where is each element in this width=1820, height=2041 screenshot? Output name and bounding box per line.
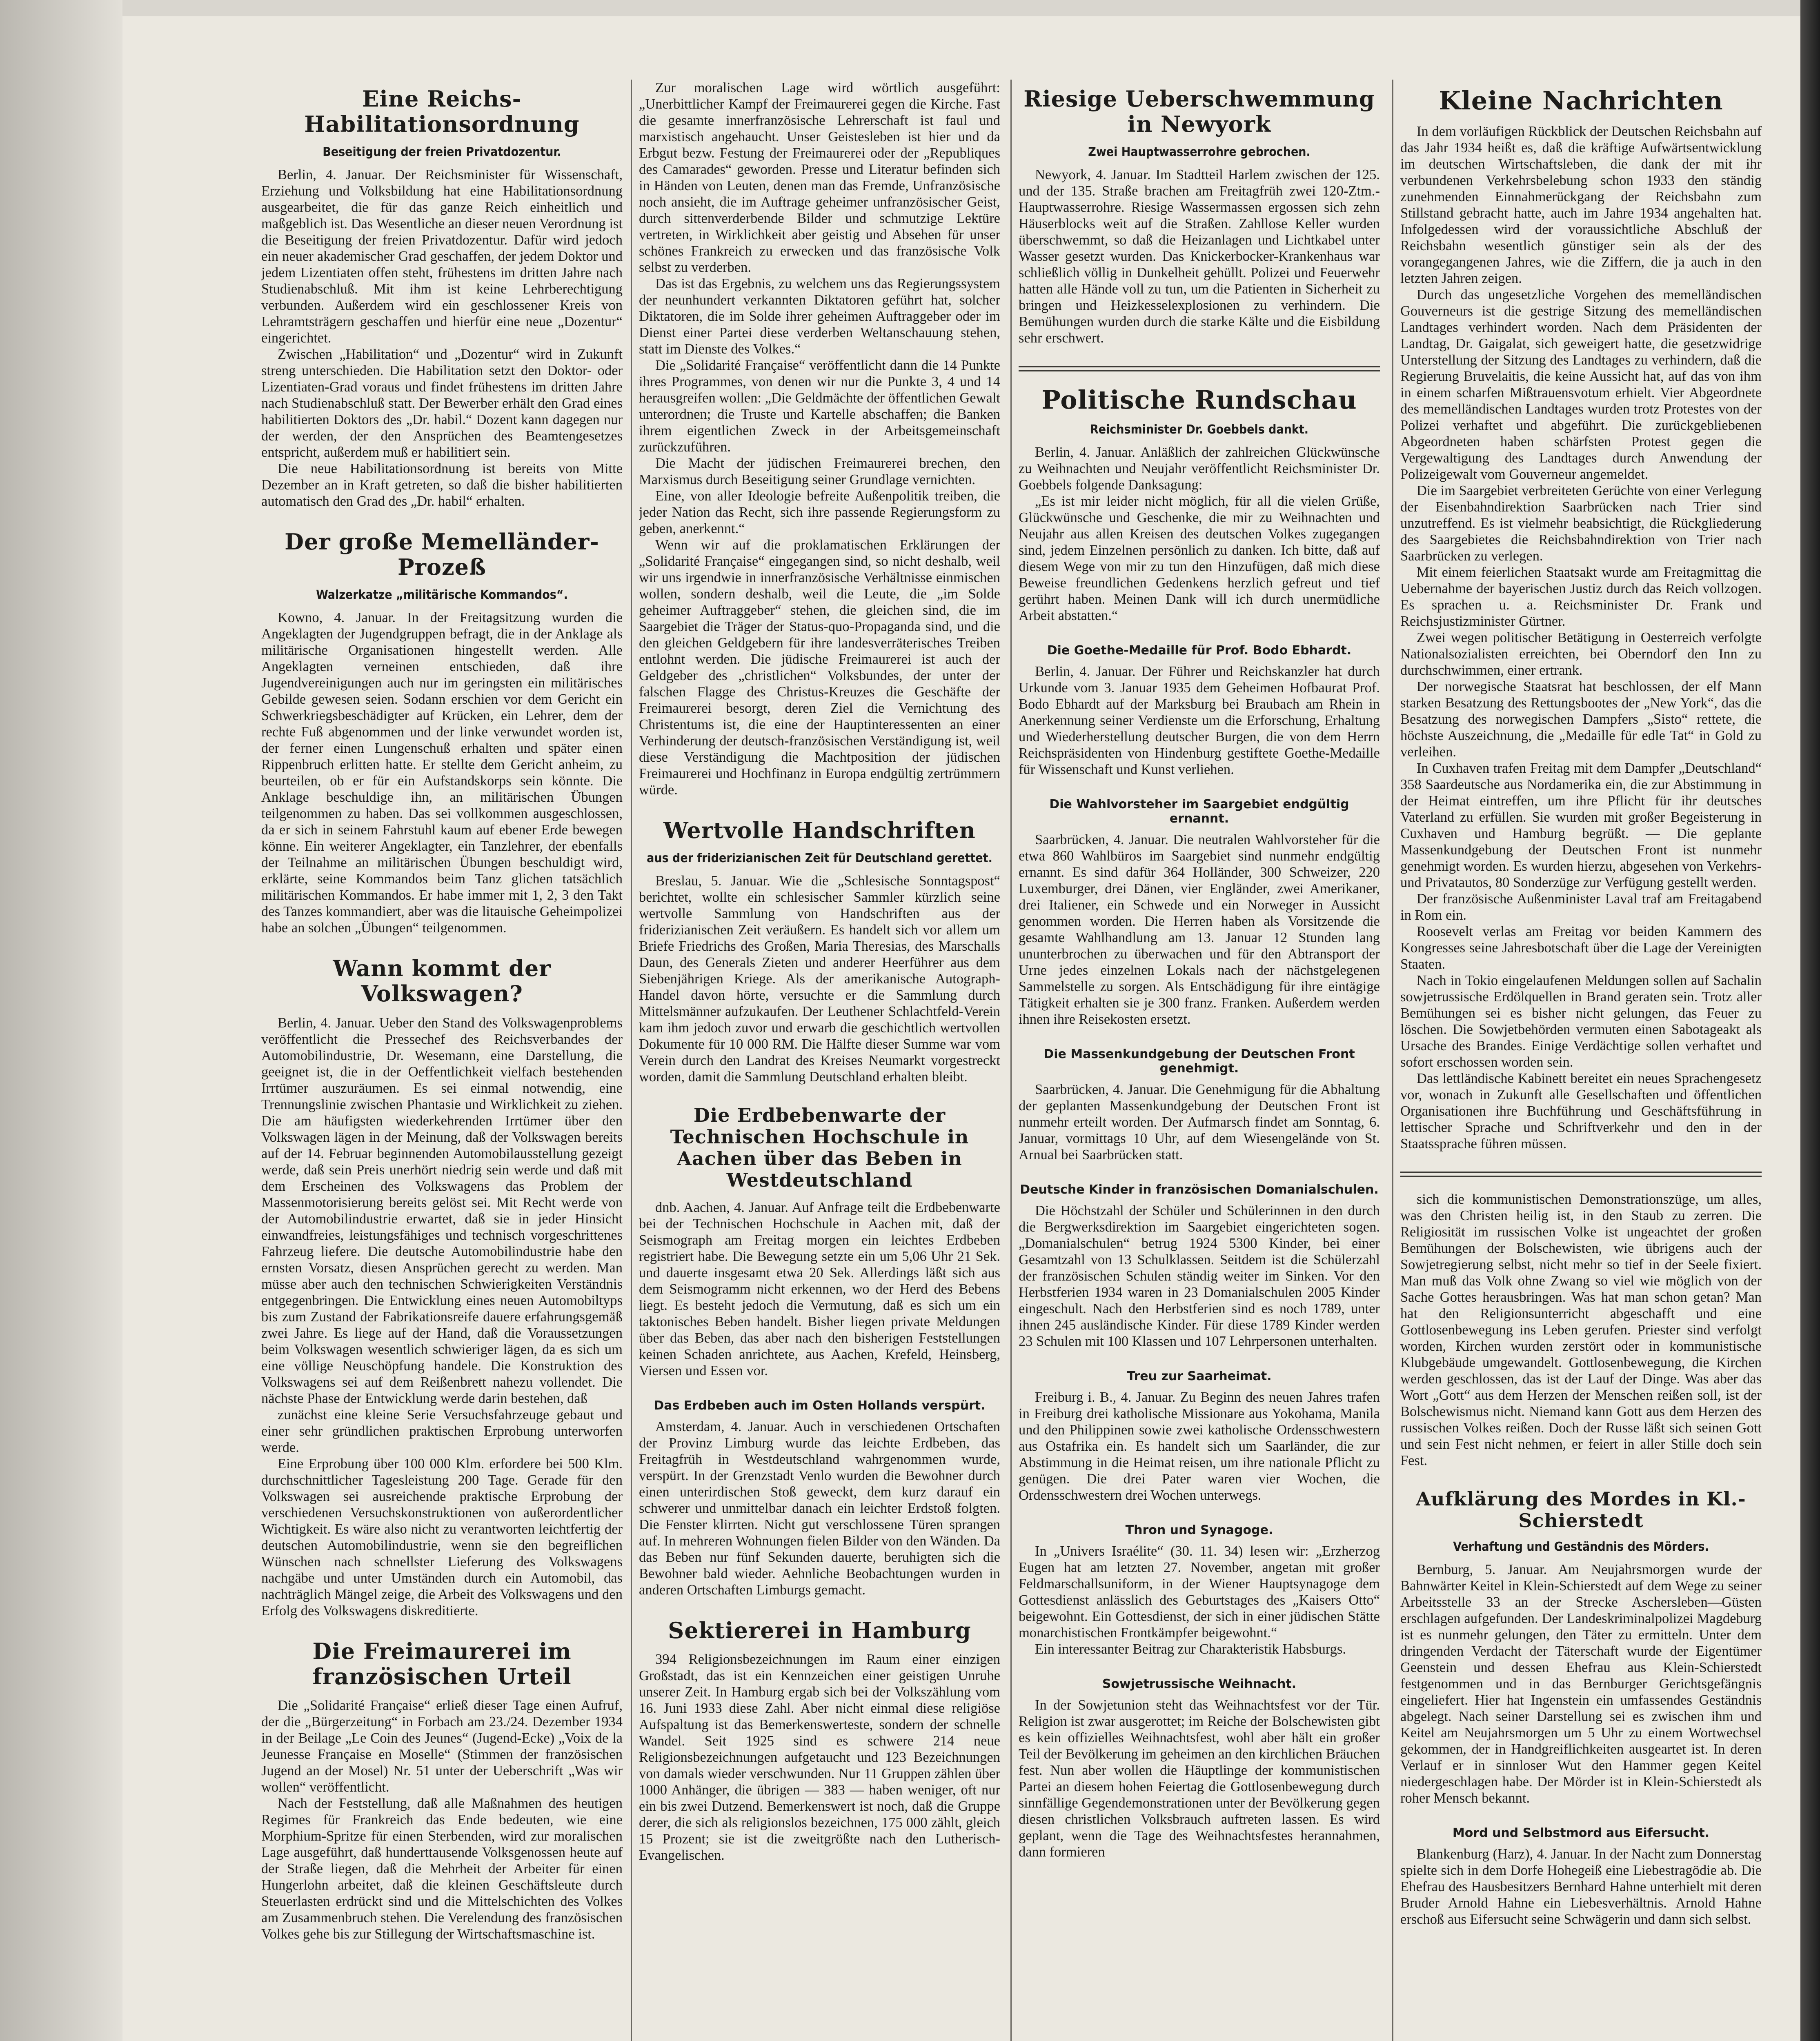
newspaper-columns [261,80,1804,2041]
article-paragraph: In dem vorläufigen Rückblick der Deutschen Reichsbahn auf das Jahr 1934 heißt es, daß die kräftige Aufwärtsentwicklung im deutschen Wirtschaftsleben, die dank der mit ihr verbundenen Verkehrsbelebung schon 1933 den ständig zunehmenden Einnahmerückgang der Reichsbahn zum Stillstand gebracht hatte, auch im Jahre 1934 angehalten hat. Infolgedessen wird der voraussichtliche Abschluß der Reichsbahn wesentlich günstiger sein als der des vorangegangenen Jahres, wie die Ziffern, die ja auch in den letzten Jahren zeigen. [1400,124,1762,287]
article-paragraph: Freiburg i. B., 4. Januar. Zu Beginn des neuen Jahres trafen in Freiburg drei katholische Missionare aus Yokohama, Manila und den Philippinen sowie zwei katholische Ordensschwestern aus Ostafrika ein. Es handelt sich um Saarländer, die zur Abstimmung in die Heimat reisen, um ihre nationale Pflicht zu genügen. Die drei Pater waren vier Wochen, die Ordensschwestern drei Wochen unterwegs. [1019,1390,1380,1503]
article-subheadline: Die Goethe-Medaille für Prof. Bodo Ebhardt. [1047,643,1352,658]
article [1019,1523,1380,1657]
article-paragraph: Saarbrücken, 4. Januar. Die Genehmigung für die Abhaltung der geplanten Massenkundgebung der Deutschen Front ist nunmehr erteilt worden. Der Aufmarsch findet am Sonntag, 6. Januar, vormittags 10 Uhr, auf dem Wiesengelände von St. Arnual bei Saarbrücken statt. [1019,1082,1380,1163]
article-paragraph: Die „Solidarité Française“ erließ dieser Tage einen Aufruf, der die „Bürgerzeitung“ in Forbach am 23./24. Dezember 1934 in der Beilage „Le Coin des Jeunes“ (Jugend-Ecke) „Voix de la Jeunesse Française en Moselle“ (Stimmen der französischen Jugend an der Mosel) Nr. 51 unter der Ueberschrift „Was wir wollen“ veröffentlicht. [261,1697,623,1795]
article [1400,1191,1762,1469]
article [1019,797,1380,1027]
article [639,1105,1000,1379]
article-paragraph: Eine Erprobung über 100 000 Klm. erfordere bei 500 Klm. durchschnittlicher Tagesleistung 200 Tage. Gerade für den Volkswagen sei ausreichende praktische Erprobung der verschiedenen Versuchskonstruktionen von außerordentlicher Wichtigkeit. Es wäre also nicht zu verantworten leichtfertig der deutschen Automobilindustrie, wenn sie den begreiflichen Wünschen nach schnellster Lieferung des Volkswagens nachgäbe und unter Umständen durch ein Automobil, das nachträglich Mängel zeige, die Arbeit des Volkswagens und den Erfolg des Volkswagens diskreditierte. [261,1456,623,1619]
article-paragraph: Durch das ungesetzliche Vorgehen des memelländischen Gouverneurs ist die gestrige Sitzung des memelländischen Landtages verhindert worden. Nach dem Präsidenten der Landtag, Dr. Gaigalat, sich geweigert hatte, die gesetzwidrige Unterstellung der Sitzung des Landtages zu verhindern, daß die Regierung Bruvelaitis, die keine Aussicht hat, auf das von ihm in einem scharfen Mißtrauensvotum erhielt. Vier Abgeordnete des memelländischen Landtages wurden trotz Protestes von der Polizei verhaftet und abgeführt. Die zurückgebliebenen Abgeordneten haben schärfsten Protest gegen die Vergewaltigung des Landtages durch Anwendung der Polizeigewalt vom Gouverneur angemeldet. [1400,287,1762,482]
article-paragraph: Die neue Habilitationsordnung ist bereits von Mitte Dezember an in Kraft getreten, so daß die bisher habilitierten automatisch den Grad des „Dr. habil“ erhalten. [261,461,623,509]
article [1019,643,1380,778]
article-paragraph: Der französische Außenminister Laval traf am Freitagabend in Rom ein. [1400,891,1762,923]
article-paragraph: Ein interessanter Beitrag zur Charakteristik Habsburgs. [1035,1641,1346,1657]
article-subheadline: aus der friderizianischen Zeit für Deutschland gerettet. [647,851,992,866]
column-1 [261,80,623,2041]
article [1019,1677,1380,1860]
article-paragraph: Berlin, 4. Januar. Der Reichsminister für Wissenschaft, Erziehung und Volksbildung hat eine Habilitationsordnung ausgearbeitet, die für das ganze Reich einheitlich und maßgeblich ist. Das Wesentliche an dieser neuen Verordnung ist die Beseitigung der freien Privatdozentur. Dafür wird jedoch ein neuer akademischer Grad geschaffen, der jedem Doktor und jedem Lizentiaten offen steht, frühestens im dritten Jahre nach Studienabschluß. Mit ihm ist keine Lehrberechtigung verbunden. Außerdem wird ein geschlossener Kreis von Lehramtsträgern geschaffen und hierfür eine neue „Dozentur“ eingerichtet. [261,167,623,346]
article-headline: Sektiererei in Hamburg [668,1617,971,1643]
article-paragraph: Die „Solidarité Française“ veröffentlicht dann die 14 Punkte ihres Programmes, von denen wir nur die Punkte 3, 4 und 14 herausgreifen wollen: „Die Geldmächte der öffentlichen Gewalt unterordnen; die Truste und Kartelle abschaffen; die Banken ihrem eigentlichen Zweck in der Arbeitsgemeinschaft zurückzuführen. [639,358,1000,455]
article-subheadline: Deutsche Kinder in französischen Domanialschulen. [1020,1183,1379,1197]
article [261,529,623,936]
article-subheadline: Treu zur Saarheimat. [1127,1369,1272,1384]
article [639,1618,1000,1863]
article [261,1639,623,1942]
article-headline: Riesige Ueberschwemmung in Newyork [1023,86,1375,138]
column-4 [1400,80,1762,2041]
article-subheadline: Das Erdbeben auch im Osten Hollands verspürt. [654,1398,986,1413]
article-headline: Die Erdbebenwarte der Technischen Hochschule in Aachen über das Beben in Westdeutschland [670,1104,969,1191]
article-paragraph: Zwischen „Habilitation“ und „Dozentur“ wird in Zukunft streng unterschieden. Die Habilitation setzt den Doktor- oder Lizentiaten-Grad voraus und findet frühestens im dritten Jahre nach Studienabschluß statt. Der Bewerber erhält den Grad eines habilitierten Doktors des „Dr. habil.“ Dozent kann dagegen nur der werden, der den Ansprüchen des Beamtengesetzes entspricht, außerdem muß er habilitiert sein. [261,347,623,460]
article-paragraph: In „Univers Israélite“ (30. 11. 34) lesen wir: „Erzherzog Eugen hat am letzten 27. November, angetan mit großer Feldmarschallsuniform, in der Wiener Hauptsynagoge dem Gottesdienst anlässlich des Geburtstages des „Kaisers Otto“ beigewohnt. Ein Gottesdienst, der sich in einer jüdischen Stätte monarchistischen Frontkämpfer beigewohnt.“ [1019,1543,1380,1641]
column-rule [631,80,632,2041]
article [261,956,623,1619]
article-subheadline: Mord und Selbstmord aus Eifersucht. [1452,1826,1710,1841]
article-headline: Wertvolle Handschriften [663,817,976,843]
article-paragraph: Bernburg, 5. Januar. Am Neujahrsmorgen wurde der Bahnwärter Keitel in Klein-Schierstedt auf dem Wege zu seiner Arbeitsstelle 33 an der Strecke Aschersleben—Güsten erschlagen aufgefunden. Der Landeskriminalpolizei Magdeburg ist es nunmehr gelungen, den Täter zu ermitteln. Unter dem dringenden Verdacht der Täterschaft wurde der Eigentümer Geenstein und dessen Ehefrau aus Klein-Schierstedt festgenommen und in das Bernburger Gerichtsgefängnis eingeliefert. Hier hat Ingenstein ein umfassendes Geständnis abgelegt. Nach seiner Darstellung sei es zwischen ihm und Keitel am Neujahrsmorgen um 5 Uhr zu einem Wortwechsel gekommen, der in Handgreiflichkeiten ausgeartet ist. In deren Verlauf er in sinnloser Wut den Hammer gegen Keitel niedergeschlagen habe. Der Mörder ist in Klein-Schierstedt als roher Mensch bekannt. [1400,1562,1762,1806]
article-paragraph: Berlin, 4. Januar. Anläßlich der zahlreichen Glückwünsche zu Weihnachten und Neujahr veröffentlicht Reichsminister Dr. Goebbels folgende Danksagung: [1019,445,1380,493]
article-paragraph: Wenn wir auf die proklamatischen Erklärungen der „Solidarité Française“ eingegangen sind, so nicht deshalb, weil wir uns irgendwie in innerfranzösische Verhältnisse einmischen wollen, sondern deshalb, weil die Leute, die „im Solde geheimer Auftraggeber“ stehen, die gleichen sind, die im Saargebiet die Träger der Status-quo-Propaganda sind, und die den gleichen Geldgebern für ihre landesverräterisches Treiben entlohnt werden. Die jüdische Freimaurerei ist auch der Geldgeber des „christlichen“ Volksbundes, der unter der falschen Flagge des Christus-Kreuzes die Geschäfte der Freimaurerei besorgt, deren Ziel die Vernichtung des Christentums ist, die eine der Hauptinteressenten an einer Verhinderung der deutsch-französischen Verständigung ist, weil diese Verständigung die Machtposition der jüdischen Freimaurerei und Hochfinanz in Europa endgültig zertrümmern würde. [639,537,1000,798]
article [1400,86,1762,1152]
article-subheadline: Die Massenkundgebung der Deutschen Front genehmigt. [1043,1047,1355,1076]
article-subheadline: Sowjetrussische Weihnacht. [1102,1677,1297,1692]
column-3 [1019,80,1380,2041]
article-subheadline: Reichsminister Dr. Goebbels dankt. [1090,422,1309,437]
article-subheadline: Walzerkatze „militärische Kommandos“. [316,588,568,603]
article-paragraph: Zwei wegen politischer Betätigung in Oesterreich verfolgte Nationalsozialisten erreichten, bei Oberndorf den Inn zu durchschwimmen, einer ertrank. [1400,630,1762,678]
article-paragraph: Nach der Feststellung, daß alle Maßnahmen des heutigen Regimes für Frankreich das Ende bedeuten, wie eine Morphium-Spritze für einen Sterbenden, wird zur moralischen Lage ausgeführt, daß hunderttausende Volksgenossen heute auf der Straße liegen, daß die Mehrheit der Arbeiter für einen Hungerlohn arbeitet, daß die kleinen Geschäftsleute durch Steuerlasten erdrückt sind und die Mittelschichten des Volkes am Zusammenbruch stehen. Die Verelendung des französischen Volkes gehe bis zur Stillegung der Wirtschaftsmaschine ist. [261,1795,623,1942]
article-paragraph: Der norwegische Staatsrat hat beschlossen, der elf Mann starken Besatzung des Rettungsbootes der „New York“, das die Besatzung des norwegischen Dampfers „Sisto“ rettete, die höchste Auszeichnung, die „Medaille für edle Tat“ in Gold zu verleihen. [1400,679,1762,760]
article-paragraph: In Cuxhaven trafen Freitag mit dem Dampfer „Deutschland“ 358 Saardeutsche aus Nordamerika ein, die zur Abstimmung in der Heimat eintreffen, um ihre Pflicht für ihr deutsches Vaterland zu erfüllen. Sie wurden mit großer Begeisterung in Cuxhaven und Hamburg begrüßt. — Die geplante Massenkundgebung der Deutschen Front ist nunmehr genehmigt worden. Es wurden hierzu, abgesehen von Verkehrs- und Privatautos, 80 Sonderzüge zur Verfügung gestellt werden. [1400,760,1762,891]
article-paragraph: Zur moralischen Lage wird wörtlich ausgeführt: „Unerbittlicher Kampf der Freimaurerei gegen die Kirche. Fast die gesamte innerfranzösische Lehrerschaft ist faul und marxistisch angehaucht. Unser Geistesleben ist hier und da Erbgut bezw. Festung der Freimaurerei oder der „Republiques des Camarades“ geworden. Presse und Literatur befinden sich in Händen von Leuten, denen man das Fremde, Unfranzösische noch ansieht, die im Auftrage geheimer unfranzösischer Geist, durch sittenverderbende Bilder und schmutzige Lektüre vertreten, in Wirklichkeit aber geistig und Absehen für unser schönes Frankreich zu erwecken und das französische Volk selbst zu verderben. [639,80,1000,275]
article-paragraph: 394 Religionsbezeichnungen im Raum einer einzigen Großstadt, das ist ein Kennzeichen einer geistigen Unruhe unserer Zeit. In Hamburg ergab sich bei der Volkszählung vom 16. Juni 1933 diese Zahl. Aber nicht einmal diese religiöse Aufspaltung ist das Bemerkenswerteste, sondern der schnelle Wandel. Seit 1925 sind es schwere 214 neue Religionsbezeichnungen aufgetaucht und 123 Bezeichnungen von damals wieder verschwunden. Nur 11 Gruppen zählen über 1000 Anhänger, die übrigen — 383 — haben weniger, oft nur ein bis zwei Dutzend. Bemerkenswert ist noch, daß die Gruppe derer, die sich als religionslos bezeichnen, 175 000 zählt, gleich 15 Prozent; sie ist die zweitgrößte nach den Lutherisch-Evangelischen. [639,1651,1000,1863]
article-headline: Kleine Nachrichten [1439,86,1723,116]
article-paragraph: Roosevelt verlas am Freitag vor beiden Kammern des Kongresses seine Jahresbotschaft über die Lage der Vereinigten Staaten. [1400,924,1762,972]
article [639,818,1000,1085]
article [1400,1826,1762,1928]
column-rule [1010,80,1012,2041]
article-subheadline: Beseitigung der freien Privatdozentur. [323,145,561,160]
article [1019,385,1380,624]
article-paragraph: Die Höchstzahl der Schüler und Schülerinnen in den durch die Bergwerksdirektion im Saargebiet eingerichteten sogen. „Domanialschulen“ betrug 1924 5300 Kinder, bei einer Gesamtzahl von 13 Schulklassen. Seitdem ist die Schülerzahl der französischen Schulen ständig weiter im Sinken. Vor den Herbstferien 1934 waren in 23 Domanialschulen 2005 Kinder eingeschult. Nach den Herbstferien sind es noch 1789, unter ihnen 245 ausländische Kinder. Für diese 1789 Kinder werden 23 Schulen mit 100 Klassen und 107 Lehrpersonen unterhalten. [1019,1203,1380,1350]
article-paragraph: In der Sowjetunion steht das Weihnachtsfest vor der Tür. Religion ist zwar ausgerottet; im Reiche der Bolschewisten gibt es kein offizielles Weihnachtsfest, wohl aber hält ein großer Teil der Bevölkerung im geheimen an den kirchlichen Bräuchen fest. Nun aber wollen die Häuptlinge der kommunistischen Partei an diesem hohen Feiertag die Gottlosenbewegung durch sinnfällige Gegendemonstrationen unter der Bevölkerung gegen diesen christlichen Volksbrauch auftreten lassen. Es wird geplant, wenn die Tage des Weihnachtsfestes herannahmen, dann formieren [1019,1697,1380,1860]
article-paragraph: Saarbrücken, 4. Januar. Die neutralen Wahlvorsteher für die etwa 860 Wahlbüros im Saargebiet sind nunmehr endgültig ernannt. Es sind dafür 364 Holländer, 300 Schweizer, 220 Luxemburger, drei Dänen, vier Engländer, zwei Amerikaner, drei Italiener, ein Schwede und ein Norweger in Aussicht genommen worden. Die Herren haben als Vorsitzende die gesamte Wahlhandlung am 13. Januar 12 Stunden lang ununterbrochen zu überwachen und für den Abtransport der Urne jedes einzelnen Lokals nach der nächstgelegenen Sammelstelle zu sorgen. Als Entschädigung für ihre eintägige Tätigkeit erhalten sie je 300 franz. Franken. Außerdem werden ihnen ihre Reisekosten ersetzt. [1019,832,1380,1027]
article [1400,1488,1762,1806]
article-headline: Aufklärung des Mordes in Kl.-Schierstedt [1416,1488,1746,1532]
article-paragraph: Newyork, 4. Januar. Im Stadtteil Harlem zwischen der 125. und der 135. Straße brachen am Freitagfrüh zwei 120-Ztm.-Hauptwasserrohre. Riesige Wassermassen ergossen sich zehn Häuserblocks weit auf die Straßen. Zahllose Keller wurden überschwemmt, so daß die Heizanlagen und Lichtkabel unter Wasser gesetzt wurden. Das Knickerbocker-Krankenhaus war schließlich völlig in Dunkelheit gehüllt. Polizei und Feuerwehr hatten alle Hände voll zu tun, um die Patienten in Sicherheit zu bringen und Heizkesselexplosionen zu verhindern. Die Bemühungen wurden durch die starke Kälte und die Eisbildung sehr erschwert. [1019,167,1380,346]
article-subheadline: Zwei Hauptwasserrohre gebrochen. [1088,145,1310,160]
article-subheadline: Verhaftung und Geständnis des Mörders. [1453,1540,1709,1554]
article-headline: Der große Memelländer-Prozeß [285,529,599,580]
article-headline: Politische Rundschau [1041,385,1357,415]
article-paragraph: Berlin, 4. Januar. Der Führer und Reichskanzler hat durch Urkunde vom 3. Januar 1935 dem Geheimen Hofbaurat Prof. Bodo Ebhardt auf der Marksburg bei Braubach am Rhein in Anerkennung seiner Verdienste um die Erforschung, Erhaltung und Wiederherstellung deutscher Burgen, die von dem Herrn Reichspräsidenten von Hindenburg gestiftete Goethe-Medaille für Wissenschaft und Kunst verliehen. [1019,664,1380,778]
article-paragraph: dnb. Aachen, 4. Januar. Auf Anfrage teilt die Erdbebenwarte bei der Technischen Hochschule in Aachen mit, daß der Seismograph am Freitag morgen ein leichtes Erdbeben registriert habe. Die Bewegung setzte ein um 5,06 Uhr 21 Sek. und dauerte insgesamt etwa 20 Sek. Allerdings läßt sich aus dem Seismogramm nicht erkennen, wo der Herd des Bebens liegt. Es besteht jedoch die Vermutung, daß es sich um ein taktonisches Beben handelt. Bisher liegen private Meldungen über das Beben, das aber nach den bisherigen Feststellungen keinen Schaden anrichtete, aus Aachen, Krefeld, Heinsberg, Viersen und Essen vor. [639,1199,1000,1378]
article-paragraph: Das lettländische Kabinett bereitet ein neues Sprachengesetz vor, wonach in Zukunft alle Gesellschaften und öffentlichen Organisationen ihre Buchführung und Geschäftsführung in lettischer Sprache und Schriftverkehr und den in der Staatssprache führen müssen. [1400,1071,1762,1152]
section-divider [1019,366,1380,371]
article-paragraph: Berlin, 4. Januar. Ueber den Stand des Volkswagenproblems veröffentlicht die Pressechef des Reichsverbandes der Automobilindustrie, Dr. Wesemann, eine Darstellung, die geeignet ist, die in der Oeffentlichkeit vielfach bestehenden Irrtümer auszuräumen. Es sei einmal notwendig, eine Trennungslinie zwischen Phantasie und Wirklichkeit zu ziehen. Die am häufigsten wiederkehrenden Irrtümer über den Volkswagen lägen in der Meinung, daß der Volkswagen bereits auf der 14. Februar beginnenden Automobilausstellung gezeigt werde, daß sein Preis unerhört niedrig sein werde und daß mit dem Erscheinen des Volkswagens das Problem der Massenmotorisierung bereits gelöst sei. Mit Recht werde von der Automobilindustrie erwartet, daß sie in jeder Hinsicht einwandfreies, leistungsfähiges und technisch vorgeschrittenes Fahrzeug liefere. Die deutsche Automobilindustrie habe den ernsten Vorsatz, diesen Ansprüchen gerecht zu werden. Man müsse aber auch den technischen Schwierigkeiten Verständnis entgegenbringen. Die Entwicklung eines neuen Automobiltyps bis zum Zustand der Fabrikationsreife dauere erfahrungsgemäß zwei Jahre. Es liege auf der Hand, daß die Voraussetzungen beim Volkswagen wesentlich schwieriger lägen, da es sich um eine völlige Neuschöpfung handele. Die Konstruktion des Volkswagens sei auf dem Reißenbrett nahezu vollendet. Die nächste Phase der Entwicklung werde darin bestehen, daß [261,1015,623,1406]
article [1019,86,1380,346]
article-paragraph: Blankenburg (Harz), 4. Januar. In der Nacht zum Donnerstag spielte sich in dem Dorfe Hohegeiß eine Liebestragödie ab. Die Ehefrau des Hausbesitzers Bernhard Hahne unterhielt mit deren Bruder Arnold Hahne ein Liebesverhältnis. Arnold Hahne erschoß aus Eifersucht seine Schwägerin und dann sich selbst. [1400,1846,1762,1928]
article-headline: Eine Reichs-Habilitationsordnung [304,86,580,138]
article-paragraph: Eine, von aller Ideologie befreite Außenpolitik treiben, die jeder Nation das Recht, sich ihre passende Regierungsform zu geben, anerkennt.“ [639,488,1000,536]
article [639,1398,1000,1598]
article-paragraph: Amsterdam, 4. Januar. Auch in verschiedenen Ortschaften der Provinz Limburg wurde das leichte Erdbeben, das Freitagfrüh in Westdeutschland wahrgenommen wurde, verspürt. In der Grenzstadt Venlo wurden die Bewohner durch einen unterirdischen Stoß geweckt, dem kurz darauf ein schwerer und unmittelbar danach ein leichter Erdstoß folgten. Die Fenster klirrten. Nicht gut verschlossene Türen sprangen auf. In mehreren Wohnungen fielen Bilder von den Wänden. Da das Beben nur fünf Sekunden dauerte, beruhigten sich die Bewohner bald wieder. Aehnliche Beobachtungen wurden in anderen Ortschaften Limburgs gemacht. [639,1418,1000,1598]
article-paragraph: Mit einem feierlichen Staatsakt wurde am Freitagmittag die Uebernahme der bayerischen Justiz durch das Reich vollzogen. Es sprachen u. a. Reichsminister Dr. Frank und Reichsjustizminister Gürtner. [1400,565,1762,629]
article [1019,1047,1380,1163]
article-paragraph: Nach in Tokio eingelaufenen Meldungen sollen auf Sachalin sowjetrussische Erdölquellen in Brand geraten sein. Trotz aller Bemühungen sei es bisher nicht gelungen, das Feuer zu löschen. Die Sowjetbehörden vermuten einen Sabotageakt als Ursache des Brandes. Einige Verdächtige sollen verhaftet und sofort erschossen worden sein. [1400,973,1762,1070]
article-paragraph: Kowno, 4. Januar. In der Freitagsitzung wurden die Angeklagten der Jugendgruppen befragt, die in der Anklage als militärische Organisationen hingestellt werden. Alle Angeklagten verneinen entschieden, daß ihre Jugendvereinigungen auch nur im geringsten ein militärisches Gebilde gewesen seien. Sodann erschien vor dem Gericht ein Schwerkriegsbeschädigter auf Krücken, ein Lehrer, dem der rechte Fuß abgenommen und der linke verwundet worden ist, der ferner einen Lungenschuß erhalten und später einen Rippenbruch erlitten hatte. Er stellte dem Gericht anheim, zu beurteilen, ob er für ein Aufstandskorps sein könnte. Die Anklage beschuldige ihn, an militärischen Übungen teilgenommen zu haben. Das sei vollkommen ausgeschlossen, da er sich in seinem Fahrstuhl kaum auf ebener Erde bewegen könne. Ein weiterer Angeklagter, ein Tanzlehrer, der ebenfalls der Teilnahme an militärischen Übungen beschuldigt wird, erklärte, seine Kommandos beim Tanz glichen tatsächlich militärischen Kommandos. Er habe immer mit 1, 2, 3 den Takt des Tanzes kommandiert, aber was die litauische Geheimpolizei habe an solchen „Übungen“ teilgenommen. [261,610,623,936]
column-2 [639,80,1000,2041]
article-paragraph: sich die kommunistischen Demonstrationszüge, um alles, was den Christen heilig ist, in den Staub zu zerren. Die Religiosität im russischen Volke ist ungeachtet der großen Bemühungen der Bolschewisten, wie übrigens auch der Sowjetregierung selbst, nicht mehr so tief in der Seele fixiert. Man muß das Volk ohne Zwang so viel wie möglich von der Sache Gottes herausbringen. Was hat man schon getan? Man hat den Religionsunterricht abgeschafft und eine Gottlosenbewegung ins Leben gerufen. Priester sind verfolgt worden, Kirchen wurden zerstört oder in kommunistische Klubgebäude umgewandelt. Gottlosenbewegung, die Kirchen werden geschlossen, das ist der Lauf der Dinge. Was aber das Wort „Gott“ aus dem Herzen der Menschen reißen soll, ist der Bolschewismus nicht. Niemand kann Gott aus dem Herzen des russischen Volkes reißen. Doch der Russe läßt sich seinen Gott und sein Fest nicht nehmen, er feiert in aller Stille doch sein Fest. [1400,1192,1762,1469]
article [261,86,623,509]
article-headline: Die Freimaurerei im französischen Urteil [312,1638,572,1690]
article-paragraph: Die Macht der jüdischen Freimaurerei brechen, den Marxismus durch Beseitigung seiner Grundlage vernichten. [639,456,1000,487]
article-paragraph: Die im Saargebiet verbreiteten Gerüchte von einer Verlegung der Eisenbahndirektion Saarbrücken nach Trier sind unzutreffend. Es ist vielmehr beabsichtigt, die Rückgliederung des Saargebietes die Reichsbahndirektion von Trier nach Saarbrücken zu verlegen. [1400,483,1762,564]
article-paragraph: Das ist das Ergebnis, zu welchem uns das Regierungssystem der neunhundert verkannten Diktatoren geführt hat, solcher Diktatoren, die im Solde ihrer geheimen Auftraggeber oder im Dienst einer Partei diese verderben Weltanschauung stehen, statt im Dienste des Volkes.“ [639,276,1000,357]
article [639,80,1000,798]
article-subheadline: Die Wahlvorsteher im Saargebiet endgültig ernannt. [1049,797,1349,826]
article [1019,1183,1380,1350]
column-rule [1392,80,1393,2041]
article [1019,1369,1380,1503]
page-gutter [0,0,122,2041]
article-paragraph: Breslau, 5. Januar. Wie die „Schlesische Sonntagspost“ berichtet, wollte ein schlesischer Sammler kürzlich seine wertvolle Sammlung von Handschriften aus der friderizianischen Zeit veräußern. Es handelt sich vor allem um Briefe Friedrichs des Großen, Maria Theresias, des Marschalls Daun, des Generals Zieten und anderer Heerführer aus dem Siebenjährigen Kriege. Als der amerikanische Autograph-Handel davon hörte, versuchte er die Sammlung durch Mittelsmänner aufzukaufen. Der Leuthener Schlachtfeld-Verein kam ihm jedoch zuvor und erwarb die geschichtlich wertvollen Dokumente für 10 000 RM. Die Hälfte dieser Summe war vom Verein durch den Landrat des Kreises Neumarkt vorgestreckt worden, damit die Sammlung Deutschland erhalten bleibt. [639,873,1000,1085]
article-subheadline: Thron und Synagoge. [1125,1523,1273,1538]
section-divider [1400,1172,1762,1177]
article-paragraph: zunächst eine kleine Serie Versuchsfahrzeuge gebaut und einer sehr gründlichen praktischen Erprobung unterworfen werde. [261,1407,623,1455]
article-paragraph: „Es ist mir leider nicht möglich, für all die vielen Grüße, Glückwünsche und Geschenke, die mir zu Weihnachten und Neujahr aus allen Kreisen des deutschen Volkes zugegangen sind, jedem Einzelnen persönlich zu danken. Ich bitte, daß auf diesem Wege von mir zu tun den Hinzufügen, daß mich diese Beweise freundlichen Gedenkens herzlich gefreut und tief gerührt haben. Meinen Dank will ich durch unermüdliche Arbeit abstatten.“ [1019,494,1380,624]
article-headline: Wann kommt der Volkswagen? [333,955,551,1007]
